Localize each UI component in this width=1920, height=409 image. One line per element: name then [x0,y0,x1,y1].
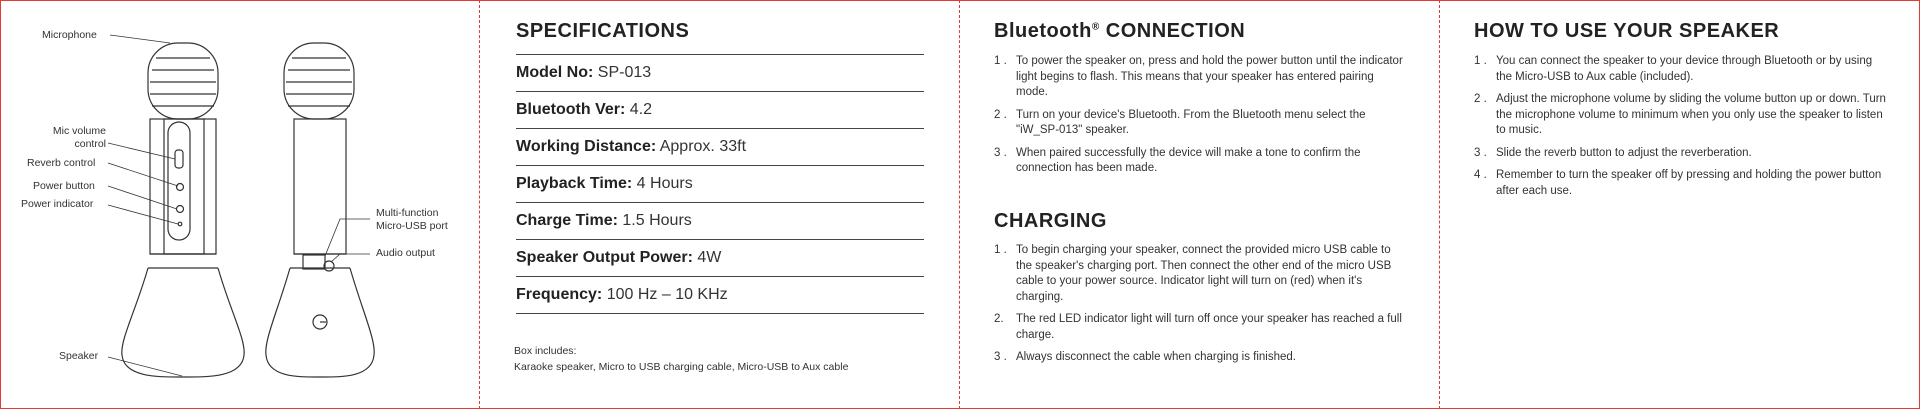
list-item [994,312,1404,343]
illustration-panel [0,0,478,409]
step-text: When paired successfully the device will make a tone to confirm the connection has been made. [1016,146,1361,174]
list-item [994,108,1404,139]
step-text: You can connect the speaker to your device through Bluetooth or by using the Micro-USB to Aux cable (included). [1496,55,1873,83]
spec-label: Charge Time: [516,212,618,229]
spec-row-distance [516,129,924,166]
spec-label: Frequency: [516,286,603,303]
spec-row-frequency [516,277,924,314]
label-power-indicator: Power indicator [21,198,94,210]
step-number: 4 . [1474,169,1487,181]
how-to-panel [1440,0,1920,409]
spec-label: Working Distance: [516,138,657,155]
spec-value: 100 Hz – 10 KHz [606,286,728,303]
list-item [994,146,1404,177]
list-item [1474,54,1886,85]
step-number: 2. [994,313,1004,325]
step-number: 1 . [994,55,1007,67]
list-item [994,54,1404,101]
list-item [994,243,1404,305]
list-item [1474,92,1886,139]
spec-value: Approx. 33ft [659,138,747,155]
bluetooth-steps [994,54,1404,184]
spec-value: 4.2 [629,101,653,118]
step-number: 1 . [994,244,1007,256]
step-number: 3 . [994,351,1007,363]
label-speaker: Speaker [59,350,99,362]
spec-label: Model No: [516,64,594,81]
list-item [1474,168,1886,199]
spec-row-charge [516,203,924,240]
spec-top-rule [516,18,924,55]
label-usb-port: Multi-function Micro-USB port [376,207,448,232]
step-number: 2 . [994,108,1007,121]
step-text: Always disconnect the cable when charging is finished. [1016,351,1296,363]
step-text: To begin charging your speaker, connect the provided micro USB cable to the speaker's charging port. Then connect the other end of the micro USB cable to your power source. Indicator light will turn on (red) when it's charging. [1016,244,1392,303]
label-power-button: Power button [33,180,95,192]
step-text: Slide the reverb button to adjust the reverberation. [1496,146,1752,159]
label-microphone: Microphone [42,29,97,41]
bluetooth-word: Bluetooth [994,20,1092,42]
step-number: 2 . [1474,93,1487,105]
charging-title: CHARGING [994,210,1107,232]
charging-steps [994,243,1404,373]
step-number: 1 . [1474,55,1487,67]
step-text: Adjust the microphone volume by sliding the volume button up or down. Turn the microphone volume to minimum when you only use the speaker to listen to music. [1496,93,1886,136]
spec-value: SP-013 [597,64,652,81]
how-to-title: HOW TO USE YOUR SPEAKER [1474,20,1780,42]
spec-value: 4 Hours [636,175,693,192]
step-number: 3 . [994,146,1007,159]
spec-value: 1.5 Hours [622,212,692,229]
spec-label: Playback Time: [516,175,633,192]
specifications-panel [480,0,960,409]
how-to-steps [1474,54,1886,206]
label-reverb: Reverb control [27,157,96,169]
spec-row-power [516,240,924,277]
step-text: Turn on your device's Bluetooth. From the Bluetooth menu select the "iW_SP-013" speaker. [1016,108,1366,136]
spec-label: Speaker Output Power: [516,249,693,266]
spec-row-playback [516,166,924,203]
label-mic-volume: Mic volume control [52,125,106,150]
connection-word: CONNECTION [1099,20,1246,42]
spec-row-model [516,55,924,92]
step-number: 3 . [1474,146,1487,159]
box-includes-text: Karaoke speaker, Micro to USB charging cable, Micro-USB to Aux cable [514,361,849,373]
spec-value: 4W [697,249,722,266]
label-audio-output: Audio output [376,247,435,259]
step-text: Remember to turn the speaker off by pressing and holding the power button after each use. [1496,169,1882,197]
list-item [1474,146,1886,162]
registered-mark: ® [1091,21,1100,33]
bluetooth-title [994,20,1245,43]
specifications-title: SPECIFICATIONS [516,20,690,42]
back-view-drawing [266,43,374,377]
spec-row-bluetooth [516,92,924,129]
step-text: To power the speaker on, press and hold the power button until the indicator light begins to flash. This means that your speaker has entered pairing mode. [1016,55,1403,98]
spec-label: Bluetooth Ver: [516,101,626,118]
step-text: The red LED indicator light will turn off once your speaker has reached a full charge. [1016,313,1402,341]
list-item [994,350,1404,366]
bluetooth-charging-panel [960,0,1440,409]
box-includes-title: Box includes: [514,345,577,357]
front-view-drawing [108,35,244,377]
